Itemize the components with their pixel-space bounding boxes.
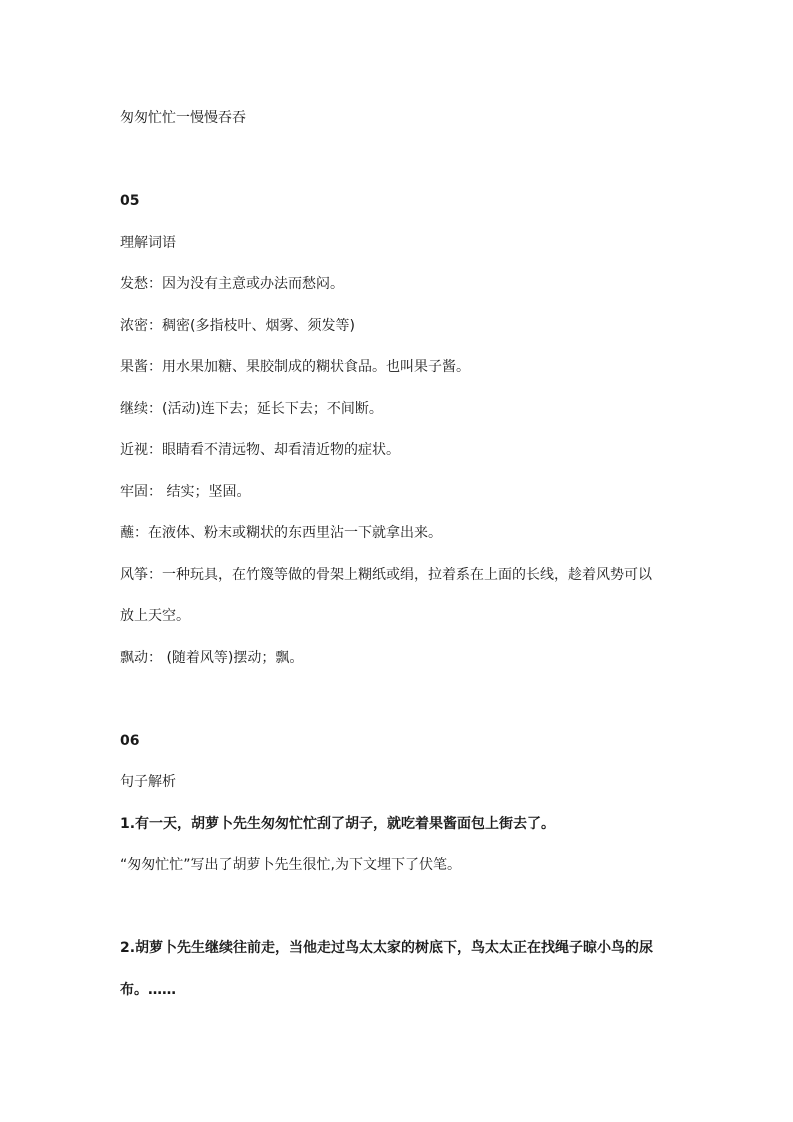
section-title-sentence-analysis: 句子解析 (120, 774, 176, 790)
section-number-05: 05 (120, 193, 140, 209)
vocab-entry: 近视：眼睛看不清远物、却看清近物的症状。 (120, 442, 400, 458)
vocab-entry: 继续：(活动)连下去；延长下去；不间断。 (120, 401, 383, 417)
vocab-entry: 飘动： (随着风等)摆动；飘。 (120, 650, 304, 666)
sentence-2-continuation: 布。…… (120, 982, 176, 998)
sentence-1-analysis: “匆匆忙忙”写出了胡萝卜先生很忙,为下文埋下了伏笔。 (120, 857, 461, 873)
antonym-pair: 匆匆忙忙一慢慢吞吞 (120, 110, 246, 126)
vocab-entry: 浓密：稠密(多指枝叶、烟雾、须发等) (120, 318, 355, 334)
vocab-entry: 发愁：因为没有主意或办法而愁闷。 (120, 276, 344, 292)
vocab-entry: 牢固： 结实；坚固。 (120, 484, 251, 500)
section-title-vocabulary: 理解词语 (120, 235, 176, 251)
vocab-entry: 风筝：一种玩具，在竹篾等做的骨架上糊纸或绢，拉着系在上面的长线，趁着风势可以 (120, 567, 652, 583)
sentence-1: 1.有一天，胡萝卜先生匆匆忙忙刮了胡子，就吃着果酱面包上街去了。 (120, 816, 556, 832)
section-number-06: 06 (120, 733, 140, 749)
vocab-entry-continuation: 放上天空。 (120, 608, 190, 624)
vocab-entry: 果酱：用水果加糖、果胶制成的糊状食品。也叫果子酱。 (120, 359, 470, 375)
sentence-2: 2.胡萝卜先生继续往前走，当他走过鸟太太家的树底下，鸟太太正在找绳子晾小鸟的尿 (120, 940, 654, 956)
vocab-entry: 蘸：在液体、粉末或糊状的东西里沾一下就拿出来。 (120, 525, 442, 541)
